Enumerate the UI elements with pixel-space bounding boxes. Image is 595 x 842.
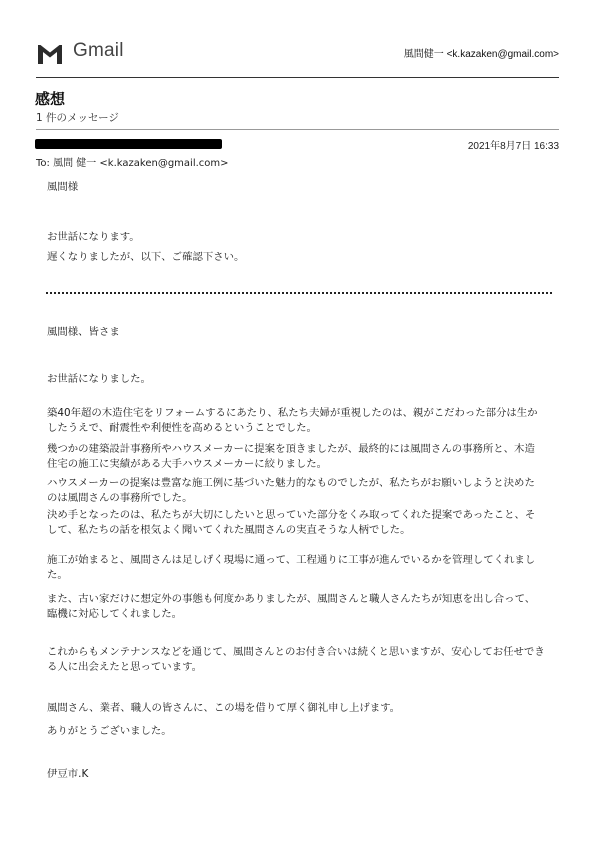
paragraph-8: 風間さん、業者、職人の皆さんに、この場を借りて厚く御礼申し上げます。: [47, 702, 401, 714]
app-name: Gmail: [73, 40, 124, 61]
paragraph-1-line-1: 築40年超の木造住宅をリフォームするにあたり、私たち夫婦が重視したのは、親がこだわった部分は生か: [47, 407, 538, 419]
letter-greeting: お世話になりました。: [47, 373, 151, 385]
quoted-note: 遅くなりましたが、以下、ご確認下さい。: [47, 251, 245, 263]
paragraph-2-line-2: 住宅の施工に実績がある大手ハウスメーカーに絞りました。: [47, 458, 328, 470]
paragraph-1-line-2: したうえで、耐震性や利便性を高めるということでした。: [47, 422, 317, 434]
paragraph-5-line-1: 施工が始まると、風間さんは足しげく現場に通って、工程通りに工事が進んでいるかを管理してくれまし: [47, 554, 536, 566]
paragraph-2-line-1: 幾つかの建築設計事務所やハウスメーカーに提案を頂きましたが、最終的には風間さんの事務所と、木造: [47, 443, 535, 455]
message-count: 1 件のメッセージ: [36, 112, 119, 124]
header-divider: [36, 77, 559, 78]
paragraph-7-line-2: る人に出会えたと思っています。: [47, 661, 203, 673]
paragraph-4-line-2: して、私たちの話を根気よく聞いてくれた風間さんの実直そうな人柄でした。: [47, 524, 411, 536]
quoted-greeting: お世話になります。: [47, 231, 140, 243]
dotted-separator: [46, 292, 552, 294]
account-user: 風間健一 <k.kazaken@gmail.com>: [403, 49, 559, 60]
paragraph-6-line-2: 臨機に対応してくれました。: [47, 608, 183, 620]
recipient-line: To: 風間 健一 <k.kazaken@gmail.com>: [36, 158, 229, 169]
closing-line: ありがとうございました。: [47, 725, 172, 737]
message-date: 2021年8月7日 16:33: [467, 141, 559, 152]
paragraph-3-line-1: ハウスメーカーの提案は豊富な施工例に基づいた魅力的なものでしたが、私たちがお願いしようと決めた: [47, 477, 535, 489]
signature: 伊豆市.K: [47, 768, 89, 780]
email-subject: 感想: [35, 90, 66, 108]
paragraph-6-line-1: また、古い家だけに想定外の事態も何度かありましたが、風間さんと職人さんたちが知恵を出し合って、: [47, 593, 536, 605]
paragraph-3-line-2: のは風間さんの事務所でした。: [47, 492, 193, 504]
paragraph-5-line-2: た。: [47, 569, 68, 581]
redacted-sender: [35, 139, 222, 149]
quoted-salutation: 風間様: [47, 181, 79, 193]
gmail-logo-icon: [35, 42, 65, 66]
subject-divider: [36, 129, 559, 130]
letter-salutation: 風間様、皆さま: [47, 326, 120, 338]
paragraph-4-line-1: 決め手となったのは、私たちが大切にしたいと思っていた部分をくみ取ってくれた提案であったこと、そ: [47, 509, 536, 521]
paragraph-7-line-1: これからもメンテナンスなどを通じて、風間さんとのお付き合いは続くと思いますが、安心してお任せでき: [47, 646, 545, 658]
